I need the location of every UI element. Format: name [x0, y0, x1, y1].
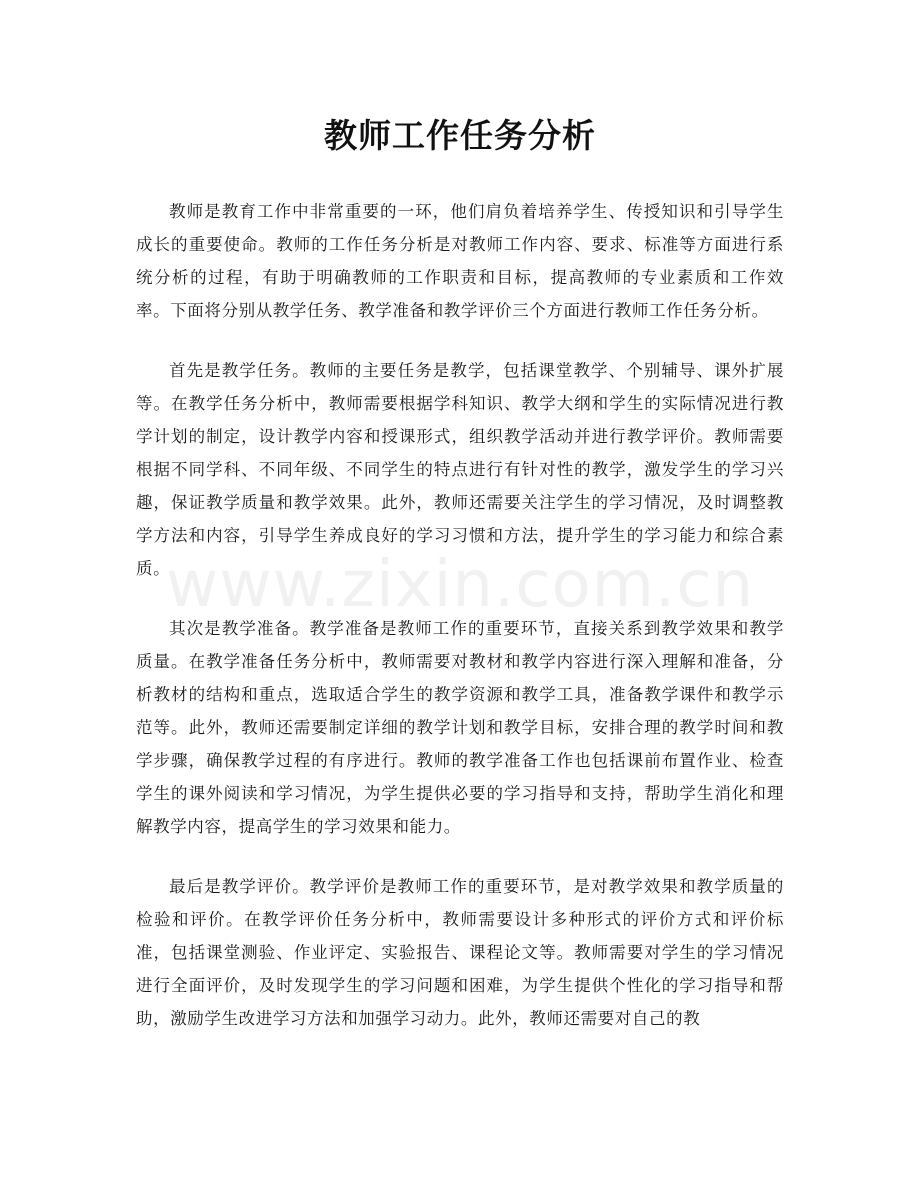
paragraph-teaching-tasks: 首先是教学任务。教师的主要任务是教学，包括课堂教学、个别辅导、课外扩展等。在教学任务分析中，教师需要根据学科知识、教学大纲和学生的实际情况进行教学计划的制定，设计教学内容和授课形式，组织教学活动并进行教学评价。教师需要根据不同学科、不同年级、不同学生的特点进行有针对性的教学，激发学生的学习兴趣，保证教学质量和教学效果。此外，教师还需要关注学生的学习情况，及时调整教学方法和内容，引导学生养成良好的学习习惯和方法，提升学生的学习能力和综合素质。 [136, 361, 784, 578]
paragraph-teaching-preparation: 其次是教学准备。教学准备是教师工作的重要环节，直接关系到教学效果和教学质量。在教学准备任务分析中，教师需要对教材和教学内容进行深入理解和准备，分析教材的结构和重点，选取适合学生的教学资源和教学工具，准备教学课件和教学示范等。此外，教师还需要制定详细的教学计划和教学目标，安排合理的教学时间和教学步骤，确保教学过程的有序进行。教师的教学准备工作也包括课前布置作业、检查学生的课外阅读和学习情况，为学生提供必要的学习指导和支持，帮助学生消化和理解教学内容，提高学生的学习效果和能力。 [136, 619, 784, 836]
paragraph-intro: 教师是教育工作中非常重要的一环，他们肩负着培养学生、传授知识和引导学生成长的重要使命。教师的工作任务分析是对教师工作内容、要求、标准等方面进行系统分析的过程，有助于明确教师的工作职责和目标，提高教师的专业素质和工作效率。下面将分别从教学任务、教学准备和教学评价三个方面进行教师工作任务分析。 [136, 202, 784, 320]
document-title: 教师工作任务分析 [324, 116, 596, 155]
watermark: www.zixin.com.cn [165, 548, 755, 622]
paragraph-teaching-evaluation: 最后是教学评价。教学评价是教师工作的重要环节，是对教学效果和教学质量的检验和评价。在教学评价任务分析中，教师需要设计多种形式的评价方式和评价标准，包括课堂测验、作业评定、实验报告、课程论文等。教师需要对学生的学习情况进行全面评价，及时发现学生的学习问题和困难，为学生提供个性化的学习指导和帮助，激励学生改进学习方法和加强学习动力。此外，教师还需要对自己的教 [136, 877, 784, 1028]
